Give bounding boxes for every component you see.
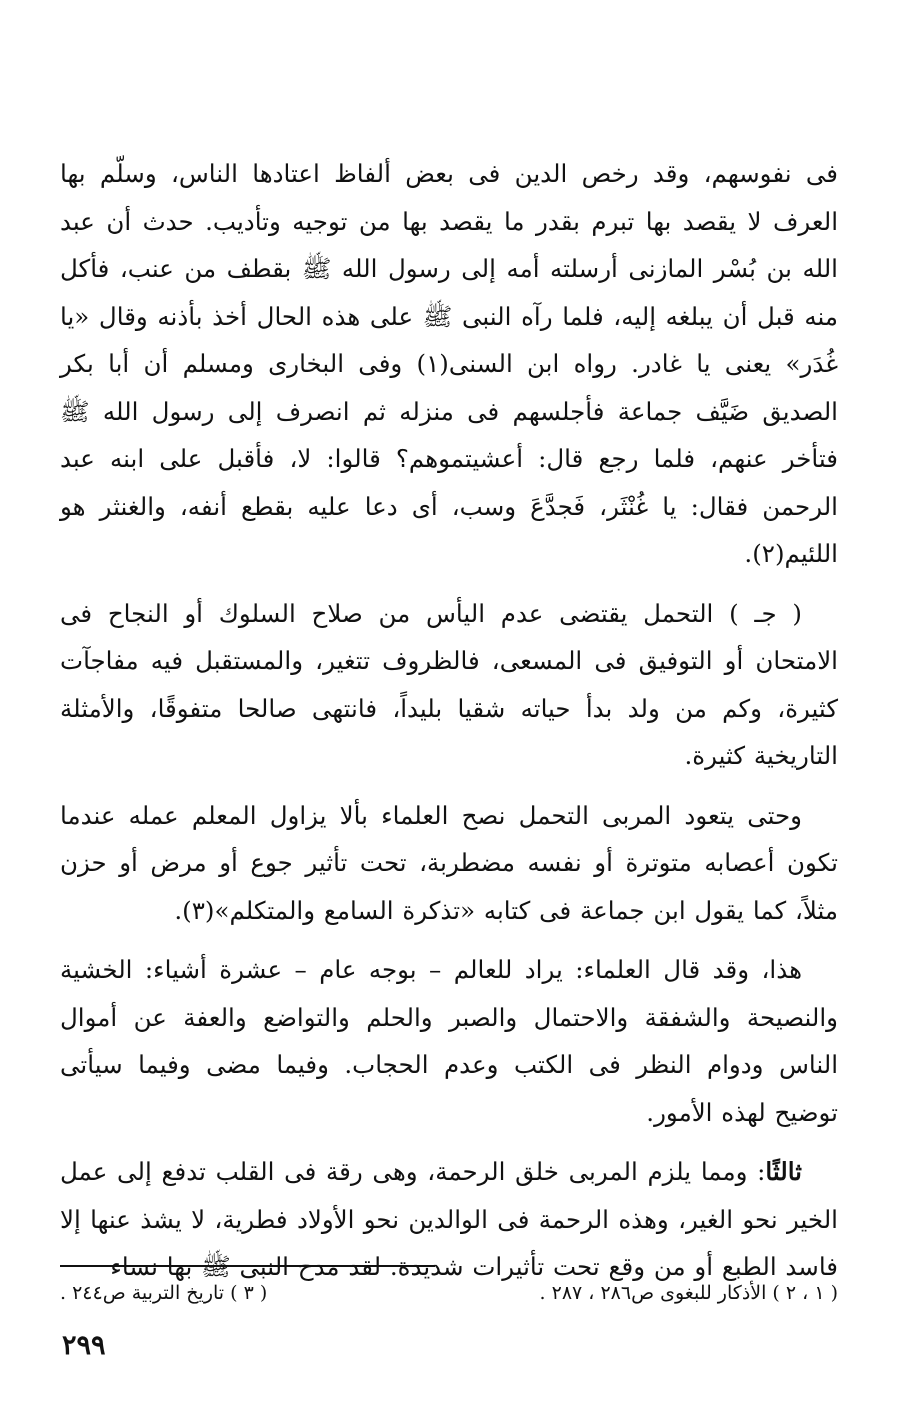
footnote-1-2: ( ١ ، ٢ ) الأذكار للبغوى ص٢٨٦ ، ٢٨٧ . (539, 1282, 838, 1304)
paragraph-1: فى نفوسهم، وقد رخص الدين فى بعض ألفاظ اعتادها الناس، وسلّم بها العرف لا يقصد بها تبرم بقدر ما يقصد بها من توجيه وتأديب. حدث أن عبد الله بن بُسْر المازنى أرسلته أمه إلى رسول الله ﷺ بقطف من عنب، فأكل منه قبل أن يبلغه إليه، فلما رآه النبى ﷺ على هذه الحال أخذ بأذنه وقال «يا غُدَر» يعنى يا غادر. رواه ابن السنى(١) وفى البخارى ومسلم أن أبا بكر الصديق ضَيَّف جماعة فأجلسهم فى منزله ثم انصرف إلى رسول الله ﷺ فتأخر عنهم، فلما رجع قال: أعشيتموهم؟ قالوا: لا، فأقبل على ابنه عبد الرحمن فقال: يا غُنْثَر، فَجدَّعَ وسب، أى دعا عليه بقطع أنفه، والغنثر هو اللئيم(٢). (60, 159, 839, 568)
paragraph-5 (60, 1148, 838, 1291)
paragraph-4: هذا، وقد قال العلماء: يراد للعالم – بوجه عام – عشرة أشياء: الخشية والنصيحة والشفقة والاحتمال والصبر والحلم والتواضع والعفة عن أموال الناس ودوام النظر فى الكتب وعدم الحجاب. وفيما مضى وفيما سيأتى توضيح لهذه الأمور. (60, 955, 838, 1127)
page-number: ٢٩٩ (62, 1330, 106, 1361)
paragraph-5-text: : ومما يلزم المربى خلق الرحمة، وهى رقة فى القلب تدفع إلى عمل الخير نحو الغير، وهذه الرحمة فى الوالدين نحو الأولاد فطرية، لا يشذ عنها إلا فاسد الطبع أو من وقع تحت تأثيرات شديدة. لقد مدح النبى ﷺ بها نساء (60, 1157, 838, 1281)
paragraph-2: ( جـ ) التحمل يقتضى عدم اليأس من صلاح السلوك أو النجاح فى الامتحان أو التوفيق فى المسعى، فالظروف تتغير، والمستقبل فيه مفاجآت كثيرة، وكم من ولد بدأ حياته شقيا بليداً، فانتهى صالحا متفوقًا، والأمثلة التاريخية كثيرة. (60, 598, 838, 770)
footnotes (60, 1282, 838, 1304)
footnote-3: ( ٣ ) تاريخ التربية ص٢٤٤ . (60, 1282, 268, 1304)
paragraph-3: وحتى يتعود المربى التحمل نصح العلماء بألا يزاول المعلم عمله عندما تكون أعصابه متوترة أو نفسه مضطربة، تحت تأثير جوع أو مرض أو حزن مثلاً، كما يقول ابن جماعة فى كتابه «تذكرة السامع والمتكلم»(٣). (60, 800, 838, 925)
footnote-separator (60, 1265, 435, 1267)
section-lead-word: ثالثًا (765, 1157, 802, 1186)
